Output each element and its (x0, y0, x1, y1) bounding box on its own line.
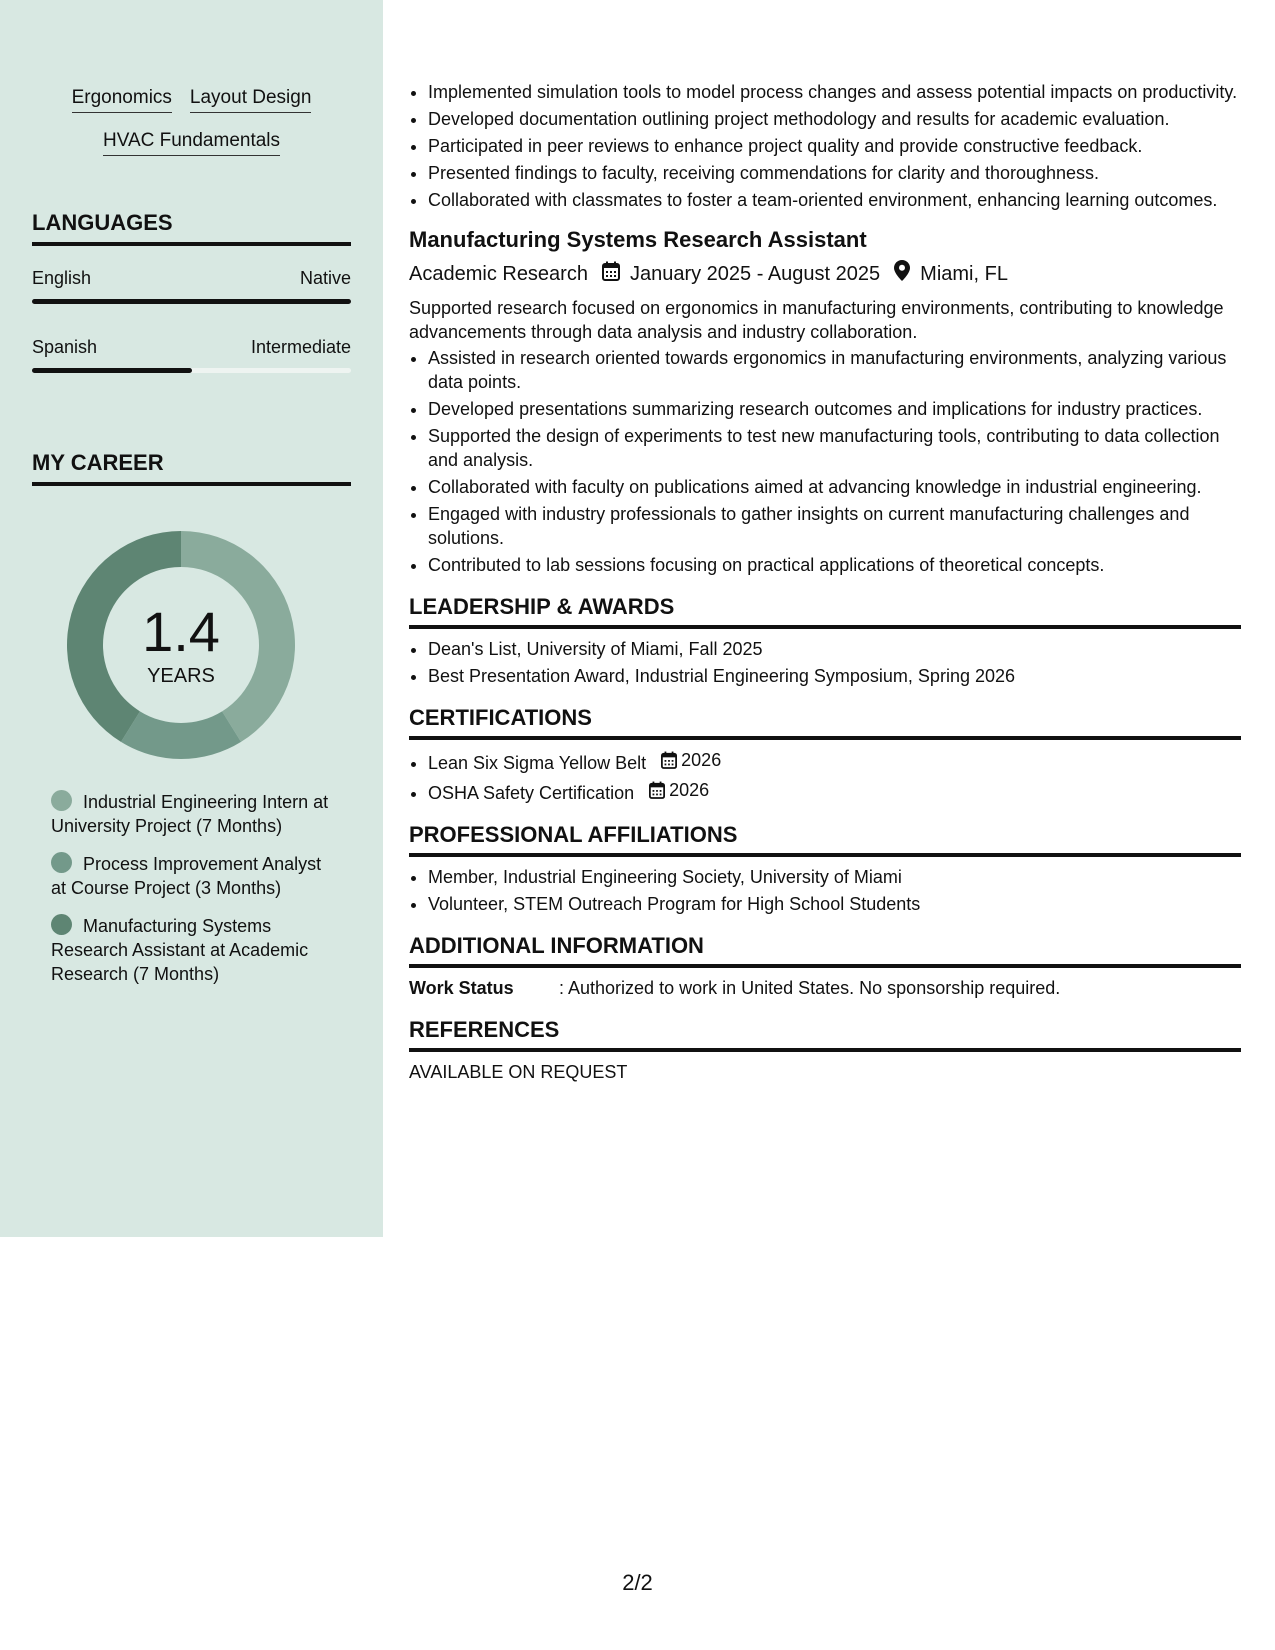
affiliations-list (409, 865, 1241, 916)
legend-dot (51, 852, 72, 873)
calendar-icon (602, 261, 620, 288)
career-years-value: 1.4 (142, 600, 220, 663)
sidebar (0, 0, 383, 1237)
job-title: Manufacturing Systems Research Assistant (409, 227, 867, 252)
language-name: Spanish (32, 337, 98, 357)
additional-info-heading: ADDITIONAL INFORMATION (409, 932, 1241, 968)
certification-name: OSHA Safety Certification (428, 783, 635, 803)
career-legend-item (51, 852, 341, 900)
leadership-list (409, 637, 1241, 688)
bullet-item: • Engaged with industry professionals to gather insights on current manufacturing challenges and solutions. (428, 502, 1241, 550)
affiliations-heading: PROFESSIONAL AFFILIATIONS (409, 821, 1241, 857)
skill-tag: Ergonomics (72, 86, 172, 113)
career-years-unit: YEARS (147, 665, 215, 687)
languages-heading: LANGUAGES (32, 208, 351, 246)
bullet-item: • Volunteer, STEM Outreach Program for High School Students (428, 892, 1241, 916)
bullet-item: • Member, Industrial Engineering Society, University of Miami (428, 865, 1241, 889)
job-bullets (409, 346, 1241, 577)
bullet-item: • Supported the design of experiments to test new manufacturing tools, contributing to data collection and analysis. (428, 424, 1241, 472)
legend-text: Industrial Engineering Intern at University Project (7 Months) (51, 792, 329, 836)
language-name: English (32, 268, 92, 288)
language-proficiency-bar (32, 299, 351, 304)
bullet-item: • Best Presentation Award, Industrial Engineering Symposium, Spring 2026 (428, 664, 1241, 688)
legend-text: Manufacturing Systems Research Assistant at Academic Research (7 Months) (51, 916, 309, 984)
bullet-item: • Contributed to lab sessions focusing on practical applications of theoretical concepts. (428, 553, 1241, 577)
certification-item (428, 748, 1241, 775)
calendar-icon (649, 781, 665, 799)
leadership-section (409, 593, 1241, 688)
calendar-icon (661, 751, 677, 769)
affiliations-section (409, 821, 1241, 916)
certification-year: 2026 (669, 780, 710, 800)
bullet-item: • Collaborated with faculty on publications aimed at advancing knowledge in industrial engineering. (428, 475, 1241, 499)
career-heading: MY CAREER (32, 448, 351, 486)
bullet-item: • Presented findings to faculty, receiving commendations for clarity and thoroughness. (428, 161, 1241, 185)
bullet-item: • Participated in peer reviews to enhance project quality and provide constructive feedback. (428, 134, 1241, 158)
job-meta (409, 260, 1241, 288)
legend-dot (51, 790, 72, 811)
career-legend (51, 790, 341, 1000)
legend-dot (51, 914, 72, 935)
leadership-heading: LEADERSHIP & AWARDS (409, 593, 1241, 629)
job-summary: Supported research focused on ergonomics in manufacturing environments, contributing to knowledge advancements through data analysis and industry collaboration. (409, 298, 1224, 342)
certification-date (649, 778, 709, 802)
references-heading: REFERENCES (409, 1016, 1241, 1052)
job-entry (409, 226, 1241, 577)
certifications-section (409, 704, 1241, 805)
bullet-item: • Collaborated with classmates to foster a team-oriented environment, enhancing learning outcomes. (428, 188, 1241, 212)
certification-year: 2026 (681, 750, 722, 770)
language-item-spanish (32, 335, 351, 373)
bullet-item: • Dean's List, University of Miami, Fall 2025 (428, 637, 1241, 661)
legend-text: Process Improvement Analyst at Course Project (3 Months) (51, 854, 322, 898)
certification-date (661, 748, 721, 772)
certifications-heading: CERTIFICATIONS (409, 704, 1241, 740)
certification-item (428, 778, 1241, 805)
bullet-item: • Implemented simulation tools to model process changes and assess potential impacts on productivity. (428, 80, 1241, 104)
job-organization: Academic Research (409, 263, 588, 285)
language-proficiency-fill (32, 368, 192, 373)
career-total (66, 530, 296, 760)
career-legend-item (51, 790, 341, 838)
location-pin-icon (894, 260, 910, 288)
certification-name: Lean Six Sigma Yellow Belt (428, 753, 647, 773)
main-content (409, 0, 1241, 1084)
language-proficiency-bar (32, 368, 351, 373)
career-legend-item (51, 914, 341, 986)
certifications-list (409, 748, 1241, 805)
work-status-label: Work Status (409, 978, 514, 998)
job-dates: January 2025 - August 2025 (629, 263, 881, 285)
bullet-item: • Developed documentation outlining project methodology and results for academic evaluation. (428, 107, 1241, 131)
previous-job-bullets (409, 80, 1241, 212)
page-number: 2/2 (622, 1570, 653, 1595)
language-level: Intermediate (250, 337, 351, 357)
job-location: Miami, FL (920, 263, 1008, 285)
bullet-item: • Assisted in research oriented towards ergonomics in manufacturing environments, analyzing various data points. (428, 346, 1241, 394)
bullet-item: • Developed presentations summarizing research outcomes and implications for industry practices. (428, 397, 1241, 421)
skill-tag: Layout Design (190, 86, 311, 113)
references-section (409, 1016, 1241, 1084)
language-level: Native (299, 268, 351, 288)
additional-info-section (409, 932, 1241, 1000)
work-status-value: : Authorized to work in United States. No sponsorship required. (559, 978, 1061, 998)
skill-tag: HVAC Fundamentals (103, 129, 280, 156)
work-status-row (409, 976, 1241, 1000)
language-proficiency-fill (32, 299, 351, 304)
skills-list (32, 86, 351, 156)
language-item-english (32, 266, 351, 304)
references-text: AVAILABLE ON REQUEST (409, 1062, 628, 1082)
